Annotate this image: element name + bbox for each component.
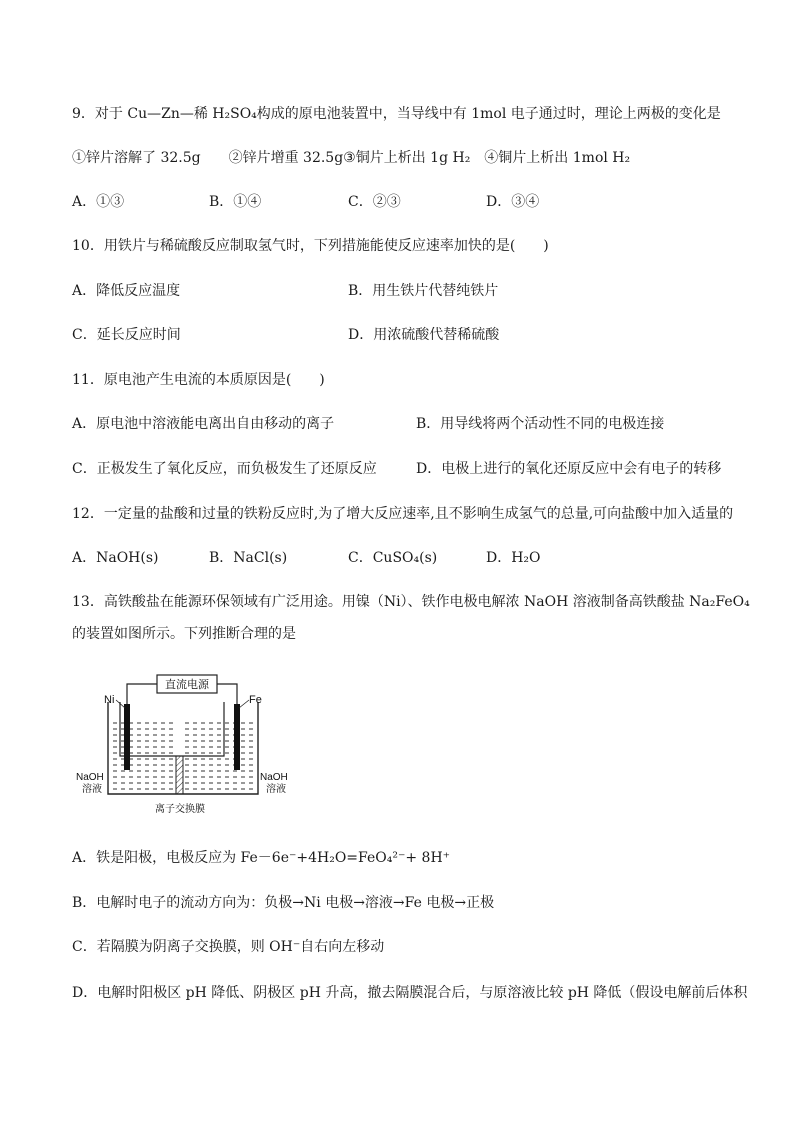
q11-option-a: A．原电池中溶液能电离出自由移动的离子 xyxy=(72,416,335,432)
q13-option-d: D．电解时阳极区 pH 降低、阴极区 pH 升高，撤去隔膜混合后，与原溶液比较 pH 降低（假设电解前后体积 xyxy=(72,985,748,1001)
q9-option-c: C．②③ xyxy=(348,194,401,210)
left-solution-label-2: 溶液 xyxy=(82,784,102,795)
q9-option-a: A．①③ xyxy=(72,194,125,210)
right-solution-label-2: 溶液 xyxy=(266,784,286,795)
right-solution-label-1: NaOH xyxy=(260,772,288,783)
q13-stem-line2: 的装置如图所示。下列推断合理的是 xyxy=(72,626,296,642)
left-solution-label-1: NaOH xyxy=(76,772,104,783)
solution-right xyxy=(183,718,253,790)
q10-option-d: D．用浓硫酸代替稀硫酸 xyxy=(348,327,500,343)
q13-stem-line1: 13．高铁酸盐在能源环保领域有广泛用途。用镍（Ni）、铁作电极电解浓 NaOH 溶液制备高铁酸盐 Na₂FeO₄ xyxy=(72,594,750,610)
q13-option-c: C．若隔膜为阴离子交换膜，则 OH⁻自右向左移动 xyxy=(72,939,385,955)
power-supply-label: 直流电源 xyxy=(165,679,209,691)
q12-option-d: D．H₂O xyxy=(486,550,541,566)
q10-stem: 10．用铁片与稀硫酸反应制取氢气时，下列措施能使反应速率加快的是( ) xyxy=(72,238,549,254)
q12-option-c: C．CuSO₄(s) xyxy=(348,550,438,566)
q13-option-a: A．铁是阳极，电极反应为 Fe－6e⁻+4H₂O=FeO₄²⁻+ 8H⁺ xyxy=(72,850,451,866)
fe-electrode xyxy=(234,704,240,770)
q12-option-a: A．NaOH(s) xyxy=(72,550,159,566)
q10-option-a: A．降低反应温度 xyxy=(72,283,181,299)
ni-label: Ni xyxy=(104,694,115,706)
q10-option-c: C．延长反应时间 xyxy=(72,327,181,343)
q9-stem: 9．对于 Cu—Zn—稀 H₂SO₄构成的原电池装置中，当导线中有 1mol 电子通过时，理论上两极的变化是 xyxy=(72,106,721,122)
fe-label: Fe xyxy=(249,694,262,706)
q11-option-d: D．电极上进行的氧化还原反应中会有电子的转移 xyxy=(416,461,722,477)
ni-electrode xyxy=(124,704,130,770)
q12-option-b: B．NaCl(s) xyxy=(209,550,288,566)
q12-stem: 12．一定量的盐酸和过量的铁粉反应时,为了增大反应速率,且不影响生成氢气的总量,可向盐酸中加入适量的 xyxy=(72,506,734,522)
wire-right xyxy=(217,684,237,706)
wire-left xyxy=(127,684,157,706)
q13-option-b: B．电解时电子的流动方向为：负极→Ni 电极→溶液→Fe 电极→正极 xyxy=(72,895,495,911)
q9-option-b: B．①④ xyxy=(209,194,262,210)
electrolysis-diagram xyxy=(72,672,312,822)
membrane-label: 离子交换膜 xyxy=(155,804,205,815)
fe-label-leader xyxy=(239,700,249,708)
solution-left xyxy=(112,718,176,790)
ion-exchange-membrane xyxy=(176,756,183,794)
q9-option-d: D．③④ xyxy=(486,194,540,210)
q11-option-c: C．正极发生了氧化反应，而负极发生了还原反应 xyxy=(72,461,377,477)
q11-stem: 11．原电池产生电流的本质原因是( ) xyxy=(72,372,325,388)
q9-statements: ①锌片溶解了 32.5g ②锌片增重 32.5g③铜片上析出 1g H₂ ④铜片上析出 1mol H₂ xyxy=(72,150,631,166)
q11-option-b: B．用导线将两个活动性不同的电极连接 xyxy=(416,416,665,432)
q10-option-b: B．用生铁片代替纯铁片 xyxy=(348,283,499,299)
